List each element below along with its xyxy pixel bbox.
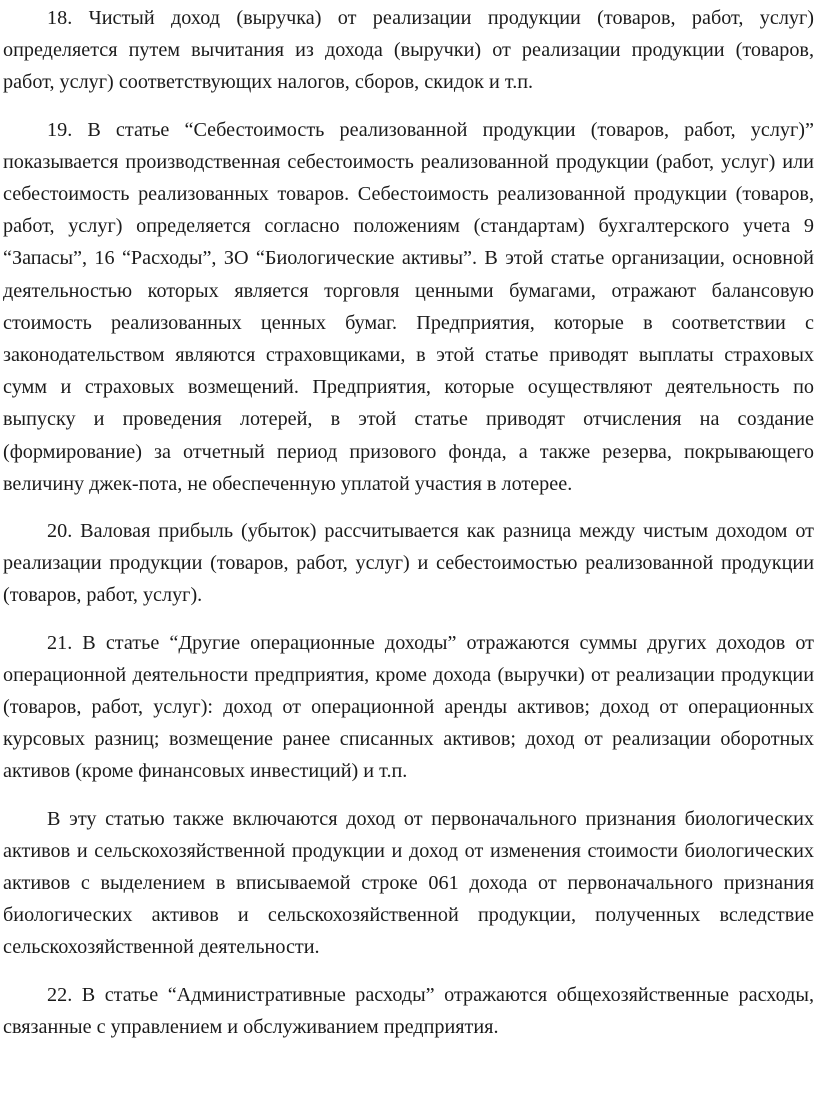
paragraph-20: 20. Валовая прибыль (убыток) рассчитывается как разница между чистым доходом от реализации продукции (товаров, работ, услуг) и себестоимостью реализованной продукции (товаров, работ, услуг). [3,520,814,607]
paragraph-21: 21. В статье “Другие операционные доходы” отражаются суммы других доходов от операционной деятельности предприятия, кроме дохода (выручки) от реализации продукции (товаров, работ, услуг): доход от операционной аренды активов; доход от операционных курсовых разниц; возмещение ранее списанных активов; доход от реализации оборотных активов (кроме финансовых инвестиций) и т.п. [3,631,814,783]
paragraph-19: 19. В статье “Себестоимость реализованной продукции (товаров, работ, услуг)” показывается производственная себестоимость реализованной продукции (работ, услуг) или себестоимость реализованных товаров. Себестоимость реализованной продукции (товаров, работ, услуг) определяется согласно положениям (стандартам) бухгалтерского учета 9 “Запасы”, 16 “Расходы”, ЗО “Биологические активы”. В этой статье организации, основной деятельностью которых является торговля ценными бумагами, отражают балансовую стоимость реализованных ценных бумаг. Предприятия, которые в соответствии с законодательством являются страховщиками, в этой статье приводят выплаты страховых сумм и страховых возмещений. Предприятия, которые осуществляют деятельность по выпуску и проведения лотерей, в этой статье приводят отчисления на создание (формирование) за отчетный период призового фонда, а также резерва, покрывающего величину джек-пота, не обеспеченную уплатой участия в лотерее. [3,118,814,495]
paragraph-21-continued: В эту статью также включаются доход от первоначального признания биологических активов и сельскохозяйственной продукции и доход от изменения стоимости биологических активов с выделением в вписываемой строке 061 дохода от первоначального признания биологических активов и сельскохозяйственной продукции, полученных вследствие сельскохозяйственной деятельности. [3,807,814,959]
paragraph-22: 22. В статье “Административные расходы” отражаются общехозяйственные расходы, связанные с управлением и обслуживанием предприятия. [3,983,814,1038]
paragraph-18: 18. Чистый доход (выручка) от реализации продукции (товаров, работ, услуг) определяется путем вычитания из дохода (выручки) от реализации продукции (товаров, работ, услуг) соответствующих налогов, сборов, скидок и т.п. [3,7,814,94]
